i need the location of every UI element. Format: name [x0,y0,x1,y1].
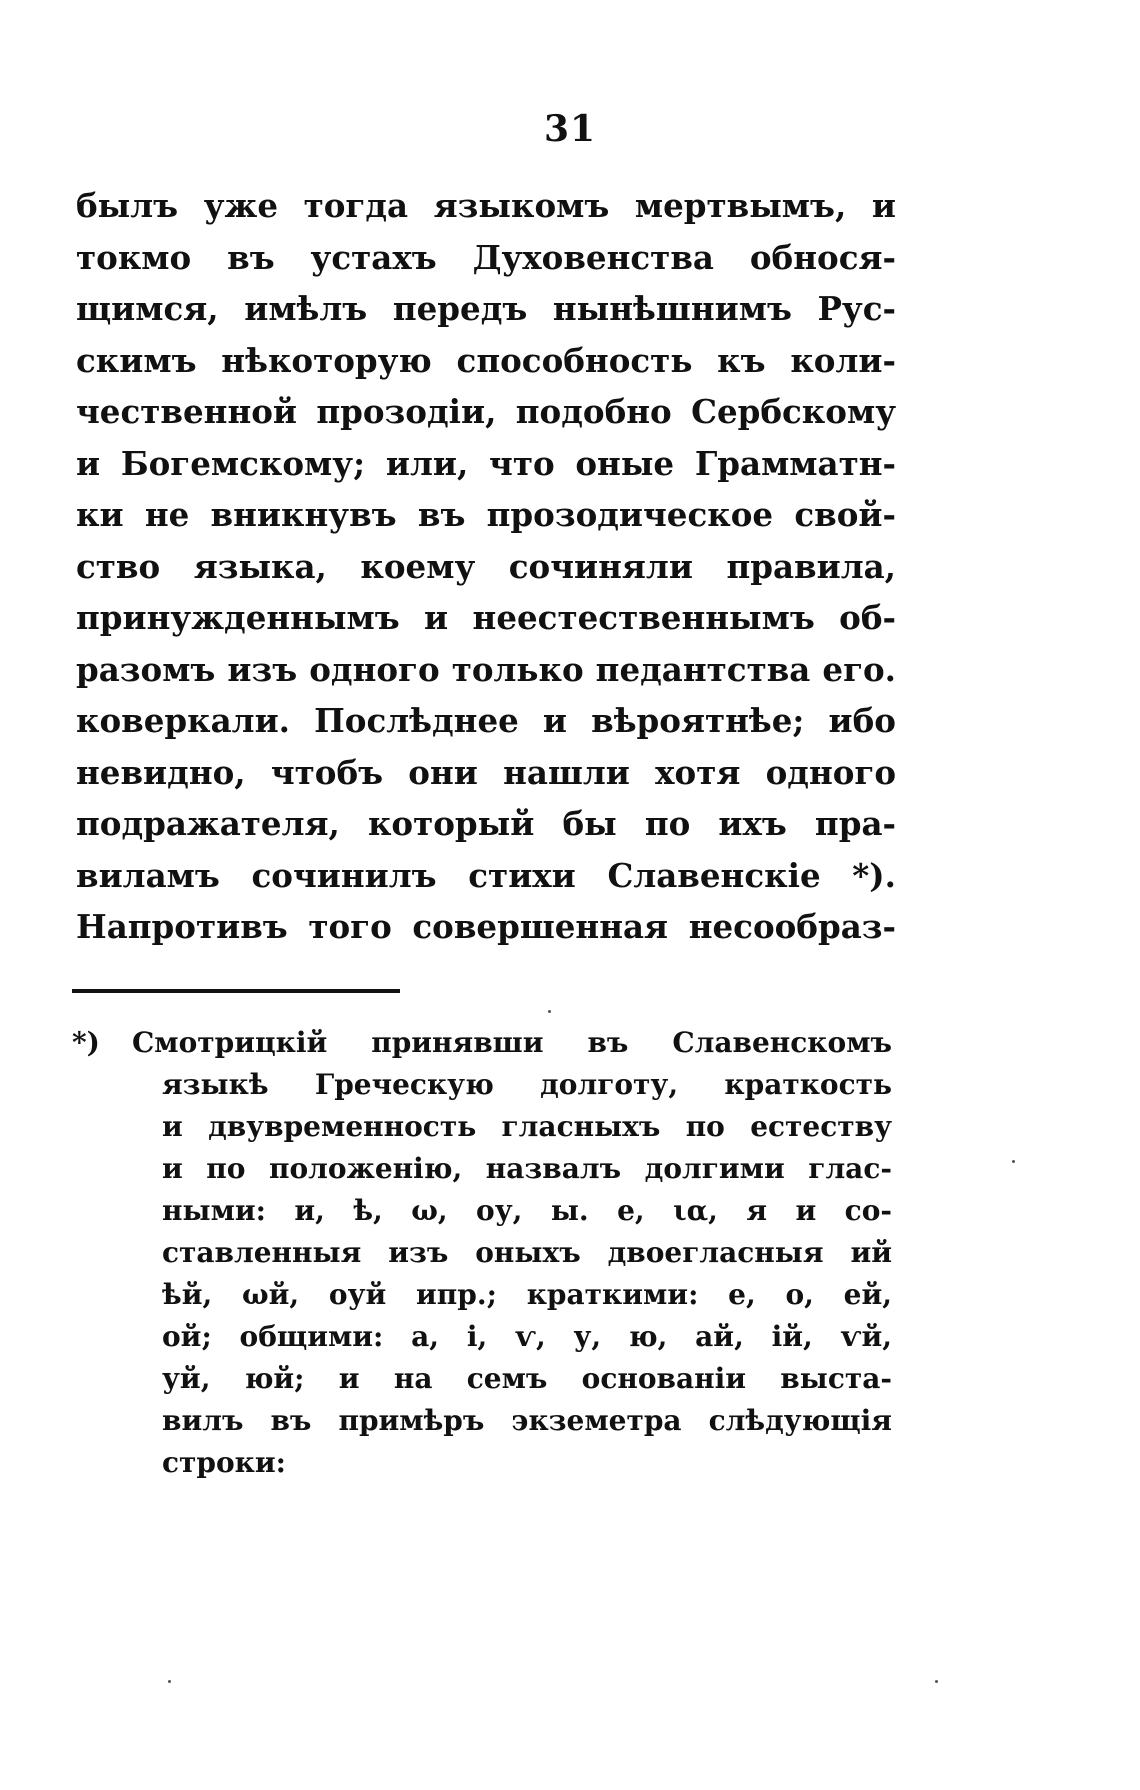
scan-speck [1012,1160,1015,1163]
body-line: разомъ изъ одного только педантства его. [76,649,896,689]
footnote-line: языкѣ Греческую долготу, краткость [162,1068,892,1101]
footnote-line: вилъ въ примѣръ экземетра слѣдующія [162,1404,892,1437]
body-line: скимъ нѣкоторую способность къ коли- [76,340,896,380]
footnote-line: и двувременность гласныхъ по естеству [162,1110,892,1143]
body-line: и Богемскому; или, что оные Грамматн- [76,443,896,483]
body-line: подражателя, который бы по ихъ пра- [76,804,896,843]
footnote-rule [72,989,400,993]
footnote-marker: *) [72,1026,100,1059]
body-line: ки не вникнувъ въ прозодическое свой- [76,495,896,534]
body-line: токмо въ устахъ Духовенства обнося- [76,237,896,277]
footnote-line: ставленныя изъ оныхъ двоегласныя ий [162,1236,892,1269]
page-number: 31 [543,108,597,150]
body-line: виламъ сочинилъ стихи Славенскіе *). [76,855,896,895]
body-line: щимся, имѣлъ передъ нынѣшнимъ Рус- [76,289,896,328]
footnote-line: и по положенію, назвалъ долгими глас- [162,1152,892,1185]
footnote-line: уй, юй; и на семъ основаніи выста- [162,1362,892,1395]
body-text [76,180,896,953]
scan-speck [168,1680,171,1683]
body-line: чественной прозодіи, подобно Сербскому [76,392,896,431]
scan-speck [548,1010,551,1013]
body-line: Напротивъ того совершенная несообраз- [76,907,896,946]
body-line: ство языка, коему сочиняли правила, [76,546,896,586]
body-line: невидно, чтобъ они нашли хотя одного [76,752,896,792]
body-line: коверкали. Послѣднее и вѣроятнѣе; ибо [76,701,896,740]
footnote-line: строки: [162,1446,286,1479]
footnote-line: ными: и, ѣ, ω, оу, ы. е, ια, я и со- [162,1194,892,1227]
footnote-first-line [72,1022,892,1064]
scan-speck [935,1680,938,1683]
footnote-line: ѣй, ωй, оуй ипр.; краткими: е, о, ей, [162,1278,892,1311]
body-line: принужденнымъ и неестественнымъ об- [76,598,896,637]
footnote [72,1022,892,1484]
footnote-line: Смотрицкій принявши въ Славенскомъ [132,1026,892,1059]
body-line: былъ уже тогда языкомъ мертвымъ, и [76,186,896,225]
footnote-line: ой; общими: а, і, ѵ, у, ю, ай, ій, ѵй, [162,1320,892,1353]
